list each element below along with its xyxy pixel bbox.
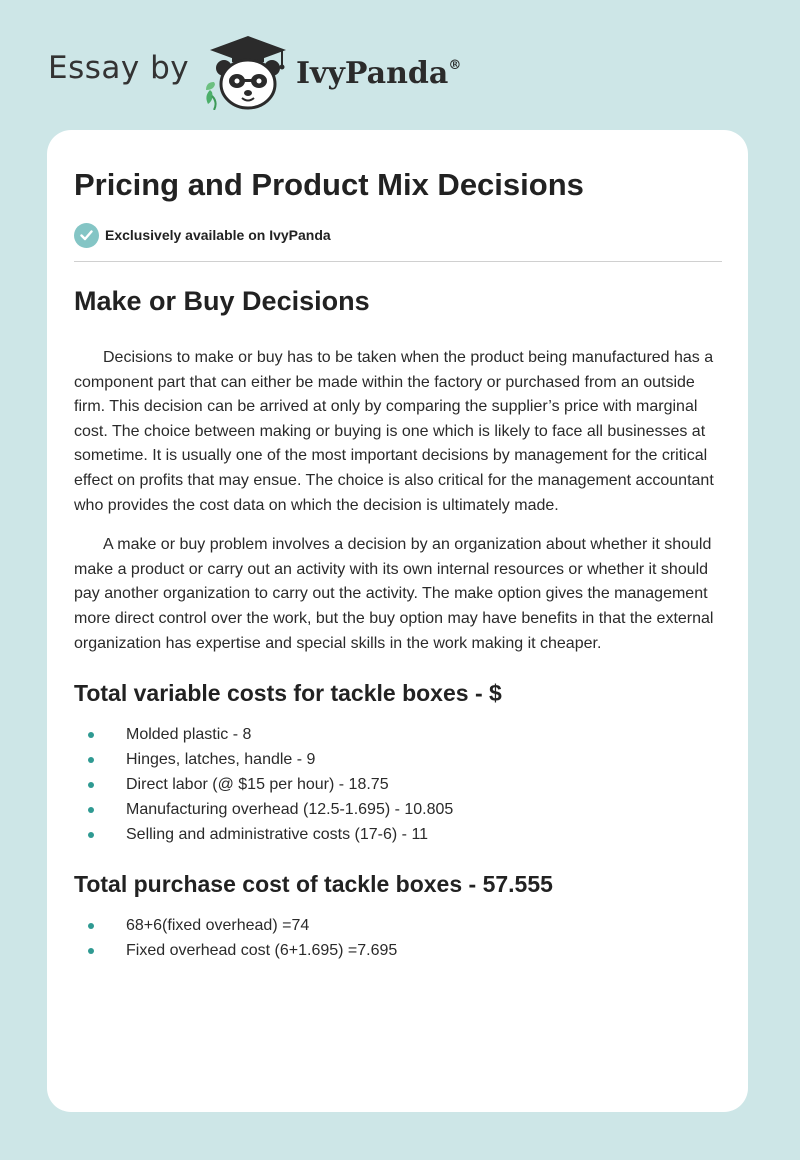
variable-costs-heading: Total variable costs for tackle boxes - $ bbox=[74, 680, 502, 707]
bullet-icon bbox=[88, 923, 94, 929]
list-item bbox=[74, 913, 724, 938]
list-item bbox=[74, 938, 724, 963]
list-item-text: Direct labor (@ $15 per hour) - 18.75 bbox=[126, 776, 389, 794]
registered-mark: ® bbox=[448, 58, 462, 73]
list-item-text: Molded plastic - 8 bbox=[126, 726, 252, 744]
paragraph: Decisions to make or buy has to be taken when the product being manufactured has a component part that can either be made within the factory or purchased from an outside firm. This decision can be arrived at only by comparing the supplier’s price with marginal cost. The choice between making or buying is one which is likely to face all businesses at sometime. It is usually one of the most important decisions by management for the critical effect on profits that may ensue. The choice is also critical for the management accountant who provides the cost data on which the decision is ultimately made. bbox=[74, 349, 714, 514]
bullet-icon bbox=[88, 782, 94, 788]
purchase-cost-list bbox=[74, 913, 724, 963]
list-item-text: Fixed overhead cost (6+1.695) =7.695 bbox=[126, 942, 398, 960]
bullet-icon bbox=[88, 948, 94, 954]
list-item bbox=[74, 822, 724, 847]
purchase-cost-heading: Total purchase cost of tackle boxes - 57.555 bbox=[74, 871, 553, 898]
variable-costs-list bbox=[74, 722, 724, 847]
exclusive-badge bbox=[74, 222, 331, 248]
site-header bbox=[0, 0, 800, 130]
brand-text: IvyPanda bbox=[296, 56, 449, 91]
title-divider bbox=[74, 261, 722, 262]
brand-name[interactable] bbox=[296, 56, 461, 91]
bullet-icon bbox=[88, 807, 94, 813]
checkmark-icon bbox=[74, 223, 99, 248]
bullet-icon bbox=[88, 757, 94, 763]
bullet-icon bbox=[88, 732, 94, 738]
list-item bbox=[74, 772, 724, 797]
bullet-icon bbox=[88, 832, 94, 838]
list-item bbox=[74, 797, 724, 822]
page-title: Pricing and Product Mix Decisions bbox=[74, 167, 584, 202]
badge-label: Exclusively available on IvyPanda bbox=[105, 227, 331, 243]
list-item-text: 68+6(fixed overhead) =74 bbox=[126, 917, 310, 935]
section-heading: Make or Buy Decisions bbox=[74, 286, 370, 316]
list-item-text: Hinges, latches, handle - 9 bbox=[126, 751, 316, 769]
essay-by-label: Essay by bbox=[48, 50, 190, 86]
paragraph: A make or buy problem involves a decision by an organization about whether it should make a product or carry out an activity with its own internal resources or whether it should pay another organization to carry out the activity. The make option gives the management more direct control over the work, but the buy option may have benefits in that the external organization has expertise and special skills in the work making it cheaper. bbox=[74, 536, 714, 652]
list-item bbox=[74, 722, 724, 747]
article-body bbox=[74, 284, 724, 963]
list-item-text: Manufacturing overhead (12.5-1.695) - 10.805 bbox=[126, 801, 454, 819]
list-item-text: Selling and administrative costs (17-6) - 11 bbox=[126, 826, 429, 844]
list-item bbox=[74, 747, 724, 772]
article-card bbox=[47, 130, 748, 1112]
ivypanda-logo-icon[interactable] bbox=[202, 34, 294, 110]
